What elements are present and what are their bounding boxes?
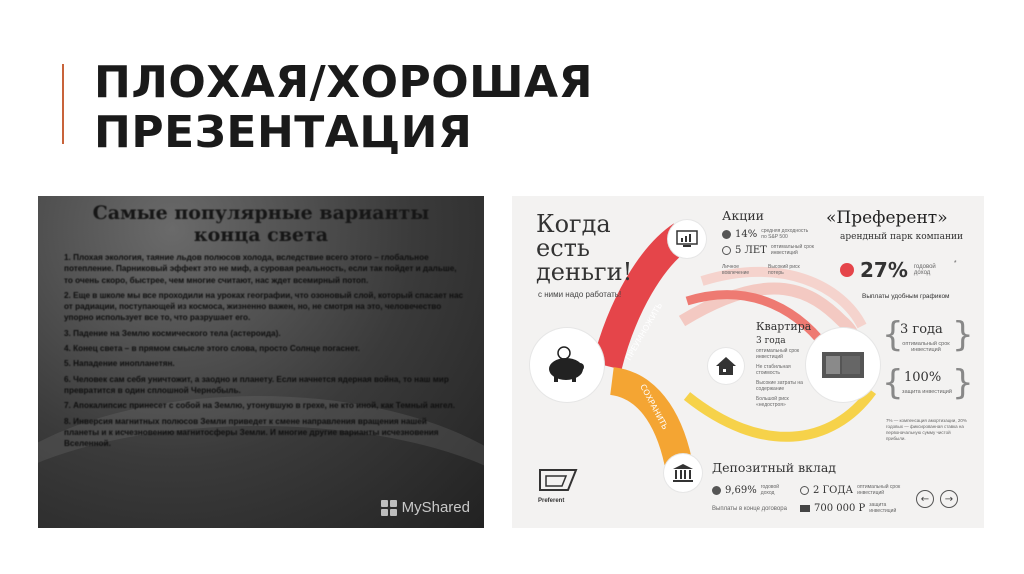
headline-line-2: есть bbox=[536, 234, 590, 262]
list-item: 6. Человек сам себя уничтожит, а заодно и планету. Если начнется ядерная война, то наш мир превратится в один сплошной Чернобыль. bbox=[64, 374, 449, 395]
right-years: 3 года bbox=[900, 322, 943, 337]
apartment-title: Квартира bbox=[756, 320, 812, 333]
preferent-logo bbox=[538, 468, 578, 504]
stocks-title: Акции bbox=[722, 208, 764, 223]
apartment-note-1: Не стабильная стоимость bbox=[756, 364, 791, 376]
clock-icon bbox=[800, 486, 809, 495]
list-item: 3. Падение на Землю космического тела (астероида). bbox=[64, 328, 281, 338]
preferent-percent-row bbox=[840, 258, 957, 282]
piggy-bank-icon bbox=[542, 345, 592, 385]
prev-button[interactable]: ← bbox=[916, 490, 934, 508]
deposit-term-row bbox=[800, 484, 901, 496]
stocks-percent: 14% bbox=[735, 228, 758, 240]
deposit-amount-note: защита инвестиций bbox=[869, 502, 897, 514]
container-circle bbox=[806, 328, 880, 402]
list-item: 8. Инверсия магнитных полюсов Земли приведет к смене направления вращения нашей планеты и к исчезновению магнитосферы Земли. И многие другие варианты исчезновения Вселенной. bbox=[64, 416, 439, 449]
arc-label-multiply: ПРЕУМНОЖИТЬ bbox=[623, 301, 665, 362]
good-slide-subtitle: с ними надо работать! bbox=[538, 290, 622, 299]
apartment-note-2: Высокие затраты на содержание bbox=[756, 380, 803, 392]
stocks-term: 5 ЛЕТ bbox=[735, 244, 767, 256]
headline-line-1: Когда bbox=[536, 210, 611, 238]
arc-label-save: СОХРАНИТЬ bbox=[638, 382, 670, 432]
stocks-percent-note: средняя доходность по S&P 500 bbox=[761, 228, 809, 240]
myshared-watermark bbox=[381, 499, 470, 516]
preferent-payout: Выплаты удобным графиком bbox=[862, 293, 950, 300]
preferent-title: «Преферент» bbox=[826, 208, 948, 228]
bad-slide-title bbox=[38, 202, 484, 246]
title-accent-bar bbox=[62, 64, 64, 144]
stocks-term-note: оптимальный срок инвестиций bbox=[770, 244, 814, 256]
apartment-years: 3 года bbox=[756, 336, 786, 346]
apartment-note-3: Большой риск «недостроя» bbox=[756, 396, 789, 408]
brace-right-2: } bbox=[952, 363, 974, 403]
preferent-percent-note: годовой доход bbox=[913, 264, 936, 276]
stocks-caption-1: Личное вовлечение bbox=[722, 264, 750, 276]
deposit-percent-note: годовой доход bbox=[760, 484, 780, 496]
myshared-logo-icon bbox=[381, 500, 397, 516]
stocks-circle bbox=[668, 220, 706, 258]
preferent-subtitle: арендный парк компании bbox=[840, 232, 964, 242]
logo-text: Preferent bbox=[538, 498, 565, 504]
bad-slide-title-line-1: Самые популярные варианты bbox=[92, 202, 430, 224]
bad-slide-title-line-2: конца света bbox=[193, 224, 329, 246]
page-title bbox=[94, 58, 593, 158]
bad-presentation-slide bbox=[38, 196, 484, 528]
list-item: 4. Конец света – в прямом смысле этого слова, просто Солнце погаснет. bbox=[64, 344, 360, 354]
bank-icon bbox=[672, 463, 694, 483]
brace-left-1: { bbox=[882, 315, 904, 355]
coins-icon bbox=[840, 263, 854, 277]
ruble-icon bbox=[712, 486, 721, 495]
preferent-percent: 27% bbox=[860, 258, 908, 282]
apartment-years-note: оптимальный срок инвестиций bbox=[756, 348, 800, 360]
chart-monitor-icon bbox=[676, 230, 698, 248]
brace-right-1: } bbox=[952, 315, 974, 355]
right-percent: 100% bbox=[904, 370, 942, 385]
deposit-payout: Выплаты в конце договора bbox=[712, 506, 787, 512]
title-line-1: ПЛОХАЯ/ХОРОШАЯ bbox=[94, 57, 593, 108]
list-item: 5. Нападение инопланетян. bbox=[64, 359, 175, 369]
list-item: 7. Апокалипсис принесет с собой на Землю, утонувшую в грехе, не кто иной, как Темный ангел. bbox=[64, 401, 456, 411]
brace-left-2: { bbox=[882, 363, 904, 403]
deposit-circle bbox=[664, 454, 702, 492]
bad-slide-list bbox=[64, 252, 464, 453]
deposit-term-note: оптимальный срок инвестиций bbox=[857, 484, 901, 496]
title-line-2: ПРЕЗЕНТАЦИЯ bbox=[94, 107, 473, 158]
ruble-icon bbox=[722, 230, 731, 239]
deposit-amount-row bbox=[800, 502, 899, 514]
apartment-circle bbox=[708, 348, 744, 384]
footnote: 7% — компенсация амортизации, 20% годовых — фиксированная ставка на первоначальную сумму чистой прибыли. bbox=[886, 418, 967, 441]
stocks-percent-row bbox=[722, 228, 809, 240]
watermark-text: MyShared bbox=[401, 499, 470, 516]
list-item: 2. Еще в школе мы все проходили на уроках географии, что озоновый слой, который спасает нас от радиации, поступающей из космоса, жизненно важен, но, не смотря на это, человечество упорно использует все то, что разрушает его. bbox=[64, 290, 464, 323]
piggy-bank-circle bbox=[530, 328, 604, 402]
list-item: 1. Плохая экология, таяние льдов полюсов холода, вследствие всего этого – глобальное потепление. Парниковый эффект это не миф, а суровая реальность, если так пойдет и дальше, то очень скоро, быстрее, чем многие считают, нас ждет всемирный потоп. bbox=[64, 253, 457, 285]
deposit-amount: 700 000 Р bbox=[814, 502, 866, 514]
good-slide-headline bbox=[536, 212, 632, 284]
container-icon bbox=[820, 348, 866, 382]
headline-line-3: деньги! bbox=[536, 258, 633, 286]
deposit-percent-row bbox=[712, 484, 783, 496]
house-icon bbox=[715, 356, 737, 376]
preferent-star: * bbox=[953, 260, 957, 267]
right-percent-note: защита инвестиций bbox=[902, 389, 952, 395]
good-presentation-slide bbox=[512, 196, 984, 528]
deposit-term: 2 ГОДА bbox=[813, 484, 854, 496]
deposit-title: Депозитный вклад bbox=[712, 460, 837, 475]
coins-icon bbox=[800, 505, 810, 512]
clock-icon bbox=[722, 246, 731, 255]
deposit-percent: 9,69% bbox=[725, 484, 757, 496]
stocks-term-row bbox=[722, 244, 819, 256]
stocks-caption-2: Высокий риск потерь bbox=[768, 264, 800, 276]
next-button[interactable]: → bbox=[940, 490, 958, 508]
right-years-note: оптимальный срок инвестиций bbox=[902, 341, 950, 353]
preferent-logo-icon bbox=[538, 468, 578, 494]
